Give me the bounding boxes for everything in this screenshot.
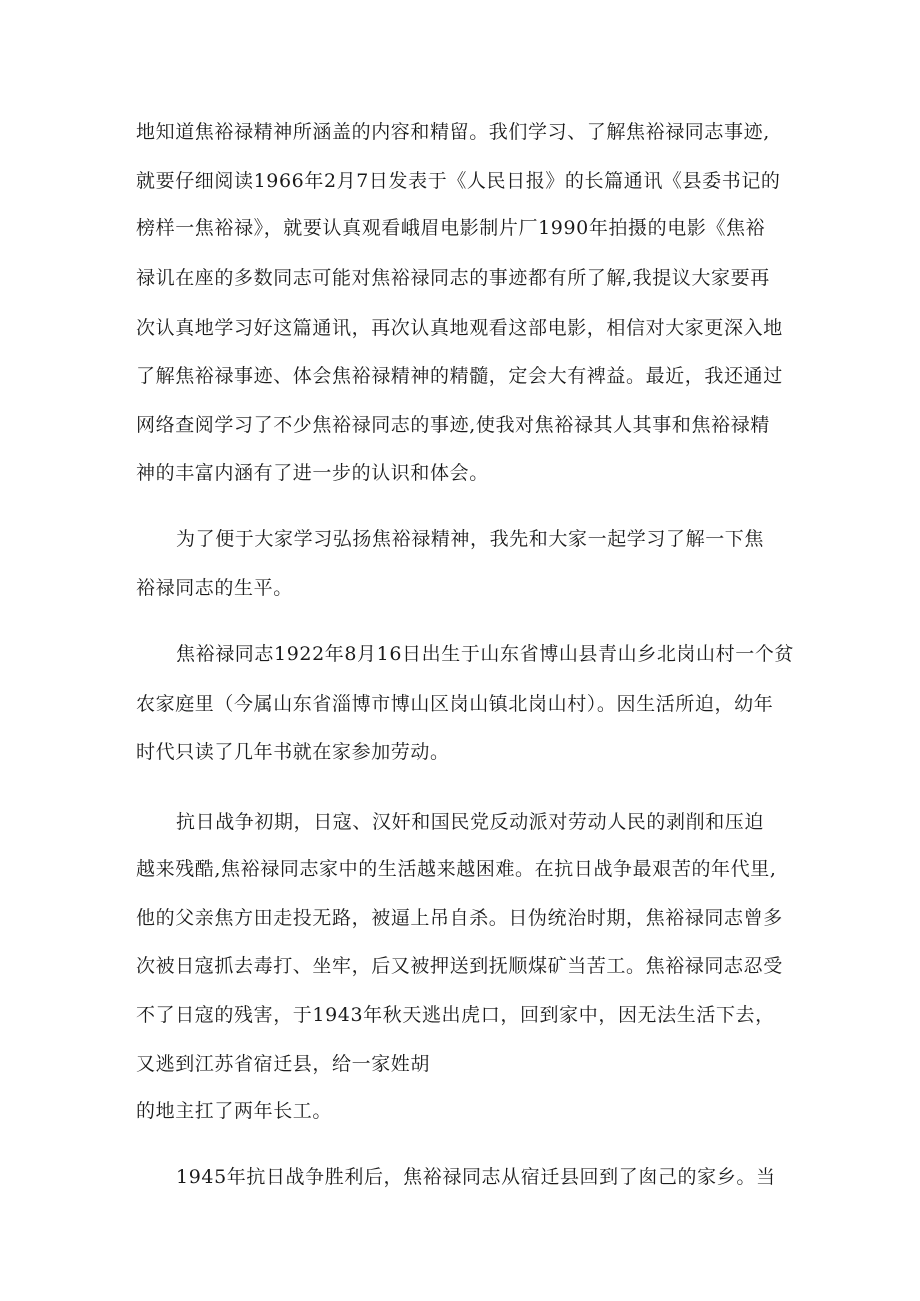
text-line: 抗日战争初期，日寇、汉奸和国民党反动派对劳动人民的剥削和压迫 [176,811,765,833]
text-line: 裕禄同志的生平。 [136,577,293,599]
text-line: 了解焦裕禄事迹、体会焦裕禄精神的精髓，定会大有裨益。最近，我还通过 [136,365,783,387]
text-line: 越来残酷,焦裕禄同志家中的生活越来越困难。在抗日战争最艰苦的年代里, [136,858,777,880]
text-line: 地知道焦裕禄精神所涵盖的内容和精留。我们学习、了解焦裕禄同志事迹, [136,121,770,143]
text-line: 网络查阅学习了不少焦裕禄同志的事迹,使我对焦裕禄其人其事和焦裕禄精 [136,414,770,436]
text-line: 农家庭里（今属山东省淄博市博山区岗山镇北岗山村）。因生活所迫，幼年 [136,693,774,715]
text-line: 次被日寇抓去毒打、坐牢，后又被押送到抚顺煤矿当苦工。焦裕禄同志忍受 [136,955,783,977]
text-line: 榜样一焦裕禄》，就要认真观看峨眉电影制片厂1990年拍摄的电影《焦裕 [136,217,766,239]
text-line: 禄讥在座的多数同志可能对焦裕禄同志的事迹都有所了解,我提议大家要再 [136,267,770,289]
text-line: 就要仔细阅读1966年2月7日发表于《人民日报》的长篇通讯《县委书记的 [136,170,781,192]
text-line: 神的丰富内涵有了进一步的认识和体会。 [136,462,489,484]
text-line: 不了日寇的残害，于1943年秋天逃出虎口，回到家中，因无法生活下去， [136,1004,775,1026]
text-line: 时代只读了几年书就在家参加劳动。 [136,741,450,763]
text-line: 他的父亲焦方田走投无路，被逼上吊自杀。日伪统治时期，焦裕禄同志曾多 [136,907,783,929]
text-line: 的地主扛了两年长工。 [136,1100,333,1122]
text-line: 1945年抗日战争胜利后，焦裕禄同志从宿迁县回到了囱己的家乡。当 [176,1166,776,1188]
text-line: 焦裕禄同志1922年8月16日出生于山东省博山县青山乡北岗山村一个贫 [176,643,795,665]
text-line: 又逃到江苏省宿迁县，给一家姓胡 [136,1053,431,1075]
text-line: 次认真地学习好这篇通讯，再次认真地观看这部电影，相信对大家更深入地 [136,317,783,339]
text-line: 为了便于大家学习弘扬焦裕禄精神，我先和大家一起学习了解一下焦 [176,528,765,550]
